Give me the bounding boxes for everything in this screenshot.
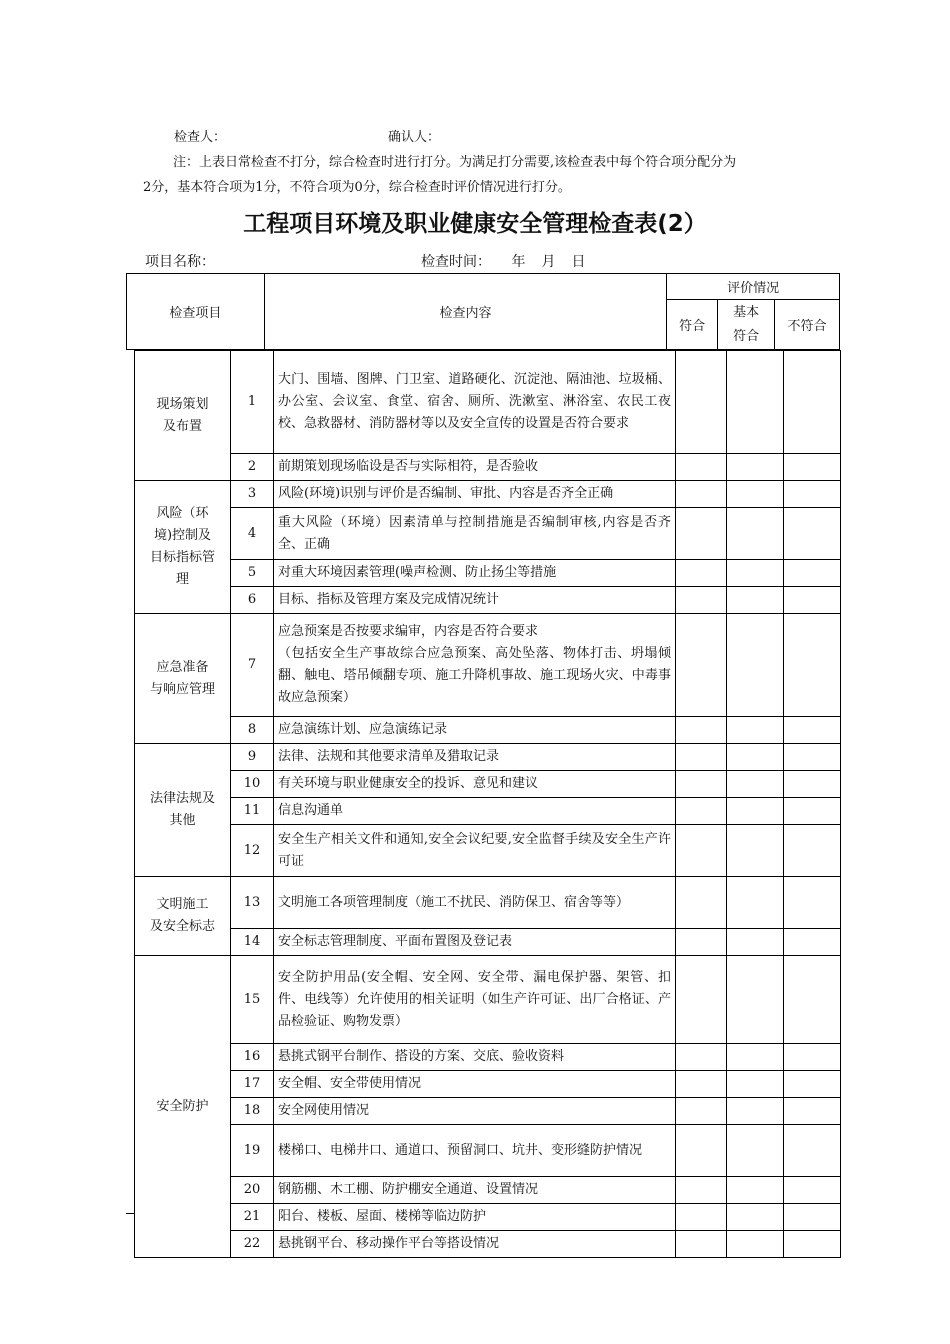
category-line: 境)控制及: [153, 528, 212, 543]
item-number: 5: [231, 560, 274, 587]
item-content: 有关环境与职业健康安全的投诉、意见和建议: [274, 771, 676, 798]
pass-cell[interactable]: [676, 877, 727, 929]
item-content: 楼梯口、电梯井口、通道口、预留洞口、坑井、变形缝防护情况: [274, 1125, 676, 1177]
header-pass: 符合: [667, 300, 718, 350]
page-title: 工程项目环境及职业健康安全管理检查表(2）: [243, 211, 707, 237]
category-line: 及布置: [162, 418, 202, 434]
category-cell: [135, 744, 231, 877]
fail-cell[interactable]: [784, 717, 841, 744]
fail-cell[interactable]: [784, 956, 841, 1044]
pass-cell[interactable]: [676, 771, 727, 798]
fail-cell[interactable]: [784, 1125, 841, 1177]
item-content: 大门、围墙、图牌、门卫室、道路硬化、沉淀池、隔油池、垃圾桶、办公室、会议室、食堂、宿舍、厕所、洗漱室、淋浴室、农民工夜校、急救器材、消防器材等以及安全宣传的设置是否符合要求: [274, 351, 676, 454]
category-line: 与响应管理: [149, 681, 215, 697]
pass-cell[interactable]: [676, 587, 727, 614]
pass-cell[interactable]: [676, 454, 727, 481]
category-line: 法律法规及: [149, 791, 215, 806]
table-row: [135, 1177, 841, 1204]
basic-cell[interactable]: [727, 351, 784, 454]
category-line: 其他: [169, 813, 196, 828]
note-line-2: 2分，基本符合项为1分，不符合项为0分，综合检查时评价情况进行打分。: [143, 180, 571, 195]
table-row: [135, 508, 841, 560]
pass-cell[interactable]: [676, 1204, 727, 1231]
table-row: [135, 798, 841, 825]
basic-cell[interactable]: [727, 587, 784, 614]
item-number: 4: [231, 508, 274, 560]
basic-cell[interactable]: [727, 1125, 784, 1177]
item-number: 3: [231, 481, 274, 508]
basic-cell[interactable]: [727, 1071, 784, 1098]
inspector-label: 检查人：: [174, 130, 227, 145]
basic-cell[interactable]: [727, 1204, 784, 1231]
table-row: [135, 877, 841, 929]
item-number: 21: [231, 1204, 274, 1231]
item-number: 16: [231, 1044, 274, 1071]
category-line: 文明施工: [156, 897, 209, 912]
header-fail: 不符合: [775, 300, 840, 350]
table-row: [135, 744, 841, 771]
fail-cell[interactable]: [784, 508, 841, 560]
inspection-table: [134, 350, 841, 1258]
item-content: 阳台、楼板、屋面、楼梯等临边防护: [274, 1204, 676, 1231]
pass-cell[interactable]: [676, 956, 727, 1044]
basic-cell[interactable]: [727, 744, 784, 771]
pass-cell[interactable]: [676, 929, 727, 956]
confirmer-label: 确认人：: [388, 130, 441, 145]
pass-cell[interactable]: [676, 614, 727, 717]
item-content: 悬挑式钢平台制作、搭设的方案、交底、验收资料: [274, 1044, 676, 1071]
table-row: [135, 614, 841, 717]
item-content: 目标、指标及管理方案及完成情况统计: [274, 587, 676, 614]
fail-cell[interactable]: [784, 560, 841, 587]
fail-cell[interactable]: [784, 771, 841, 798]
item-number: 13: [231, 877, 274, 929]
project-name-label: 项目名称：: [145, 254, 215, 270]
fail-cell[interactable]: [784, 825, 841, 877]
table-row: [135, 1125, 841, 1177]
note-line-1: 注：上表日常检查不打分，综合检查时进行打分。为满足打分需要,该检查表中每个符合项分配分为: [173, 155, 737, 170]
fail-cell[interactable]: [784, 1204, 841, 1231]
item-number: 2: [231, 454, 274, 481]
fail-cell[interactable]: [784, 929, 841, 956]
fail-cell[interactable]: [784, 1098, 841, 1125]
pass-cell[interactable]: [676, 825, 727, 877]
item-content: 安全生产相关文件和通知,安全会议纪要,安全监督手续及安全生产许可证: [274, 825, 676, 877]
item-number: 14: [231, 929, 274, 956]
scoring-note: [143, 150, 823, 200]
fail-cell[interactable]: [784, 614, 841, 717]
basic-cell[interactable]: [727, 825, 784, 877]
item-content: 应急演练计划、应急演练记录: [274, 717, 676, 744]
item-number: 17: [231, 1071, 274, 1098]
category-line: 目标指标管: [149, 550, 215, 565]
item-number: 6: [231, 587, 274, 614]
item-number: 18: [231, 1098, 274, 1125]
category-cell: [135, 351, 231, 481]
table-row: [135, 929, 841, 956]
fail-cell[interactable]: [784, 1231, 841, 1258]
item-number: 8: [231, 717, 274, 744]
pass-cell[interactable]: [676, 351, 727, 454]
item-number: 9: [231, 744, 274, 771]
fail-cell[interactable]: [784, 1071, 841, 1098]
category-cell: [135, 481, 231, 614]
pass-cell[interactable]: [676, 1071, 727, 1098]
category-line: 及安全标志: [149, 919, 215, 934]
category-line: 现场策划: [156, 396, 209, 412]
item-number: 20: [231, 1177, 274, 1204]
pass-cell[interactable]: [676, 1098, 727, 1125]
basic-cell[interactable]: [727, 717, 784, 744]
category-cell: [135, 877, 231, 956]
table-row: [135, 825, 841, 877]
item-number: 11: [231, 798, 274, 825]
basic-cell[interactable]: [727, 956, 784, 1044]
table-row: [135, 1204, 841, 1231]
basic-cell[interactable]: [727, 929, 784, 956]
basic-cell[interactable]: [727, 1044, 784, 1071]
year-label: 年: [511, 254, 526, 270]
signature-line: [174, 126, 441, 145]
table-row: [135, 717, 841, 744]
pass-cell[interactable]: [676, 798, 727, 825]
fail-cell[interactable]: [784, 454, 841, 481]
table-corner-mark: [126, 1213, 134, 1214]
fail-cell[interactable]: [784, 798, 841, 825]
table-row: [135, 587, 841, 614]
table-row: [135, 1098, 841, 1125]
header-item: 检查项目: [127, 274, 265, 350]
inspection-time-label: 检查时间：: [421, 254, 491, 270]
pass-cell[interactable]: [676, 1125, 727, 1177]
table-row: [135, 481, 841, 508]
day-label: 日: [571, 254, 586, 270]
table-row: [135, 771, 841, 798]
fail-cell[interactable]: [784, 1177, 841, 1204]
fail-cell[interactable]: [784, 744, 841, 771]
item-content: 风险(环境)识别与评价是否编制、审批、内容是否齐全正确: [274, 481, 676, 508]
pass-cell[interactable]: [676, 508, 727, 560]
item-content: 法律、法规和其他要求清单及猎取记录: [274, 744, 676, 771]
item-content: 信息沟通单: [274, 798, 676, 825]
basic-cell[interactable]: [727, 1231, 784, 1258]
basic-cell[interactable]: [727, 1177, 784, 1204]
item-number: 1: [231, 351, 274, 454]
category-line: 风险（环: [156, 506, 209, 521]
header-evaluation: 评价情况: [667, 274, 840, 300]
item-content: 钢筋棚、木工棚、防护棚安全通道、设置情况: [274, 1177, 676, 1204]
fail-cell[interactable]: [784, 1044, 841, 1071]
fail-cell[interactable]: [784, 481, 841, 508]
table-row: [135, 351, 841, 454]
item-number: 15: [231, 956, 274, 1044]
item-number: 22: [231, 1231, 274, 1258]
item-number: 12: [231, 825, 274, 877]
basic-cell[interactable]: [727, 877, 784, 929]
basic-cell[interactable]: [727, 771, 784, 798]
table-row: [135, 1071, 841, 1098]
item-content: 对重大环境因素管理(噪声检测、防止扬尘等措施: [274, 560, 676, 587]
pass-cell[interactable]: [676, 717, 727, 744]
table-row: [135, 560, 841, 587]
item-content: 重大风险（环境）因素清单与控制措施是否编制审核,内容是否齐全、正确: [274, 508, 676, 560]
item-number: 7: [231, 614, 274, 717]
basic-cell[interactable]: [727, 1098, 784, 1125]
header-content: 检查内容: [264, 274, 666, 350]
basic-cell[interactable]: [727, 508, 784, 560]
pass-cell[interactable]: [676, 560, 727, 587]
table-row: [135, 1044, 841, 1071]
item-content: 文明施工各项管理制度（施工不扰民、消防保卫、宿舍等等）: [274, 877, 676, 929]
pass-cell[interactable]: [676, 744, 727, 771]
fail-cell[interactable]: [784, 351, 841, 454]
category-line: 安全防护: [156, 1098, 209, 1114]
category-line: 应急准备: [156, 659, 209, 675]
category-line: 理: [175, 572, 189, 587]
basic-cell[interactable]: [727, 481, 784, 508]
category-cell: [135, 956, 231, 1258]
item-content: 安全网使用情况: [274, 1098, 676, 1125]
pass-cell[interactable]: [676, 1231, 727, 1258]
table-row: [135, 956, 841, 1044]
basic-cell[interactable]: [727, 560, 784, 587]
item-number: 19: [231, 1125, 274, 1177]
fail-cell[interactable]: [784, 877, 841, 929]
pass-cell[interactable]: [676, 481, 727, 508]
month-label: 月: [541, 254, 556, 270]
item-content: 安全防护用品(安全帽、安全网、安全带、漏电保护器、架管、扣件、电线等）允许使用的相关证明（如生产许可证、出厂合格证、产品检验证、购物发票）: [274, 956, 676, 1044]
pass-cell[interactable]: [676, 1177, 727, 1204]
pass-cell[interactable]: [676, 1044, 727, 1071]
item-content: 悬挑钢平台、移动操作平台等搭设情况: [274, 1231, 676, 1258]
fail-cell[interactable]: [784, 587, 841, 614]
item-content: 安全帽、安全带使用情况: [274, 1071, 676, 1098]
form-meta: [145, 251, 845, 271]
item-content: 安全标志管理制度、平面布置图及登记表: [274, 929, 676, 956]
table-header: [126, 273, 840, 350]
item-number: 10: [231, 771, 274, 798]
basic-cell[interactable]: [727, 614, 784, 717]
item-content: 应急预案是否按要求编审，内容是否符合要求 （包括安全生产事故综合应急预案、高处坠落、物体打击、坍塌倾翻、触电、塔吊倾翻专项、施工升降机事故、施工现场火灾、中毒事故应急预案）: [274, 614, 676, 717]
table-row: [135, 1231, 841, 1258]
inspection-time: [421, 251, 585, 271]
item-content: 前期策划现场临设是否与实际相符，是否验收: [274, 454, 676, 481]
basic-cell[interactable]: [727, 454, 784, 481]
header-basic: 基本 符合: [718, 300, 775, 350]
category-cell: [135, 614, 231, 744]
table-row: [135, 454, 841, 481]
basic-cell[interactable]: [727, 798, 784, 825]
